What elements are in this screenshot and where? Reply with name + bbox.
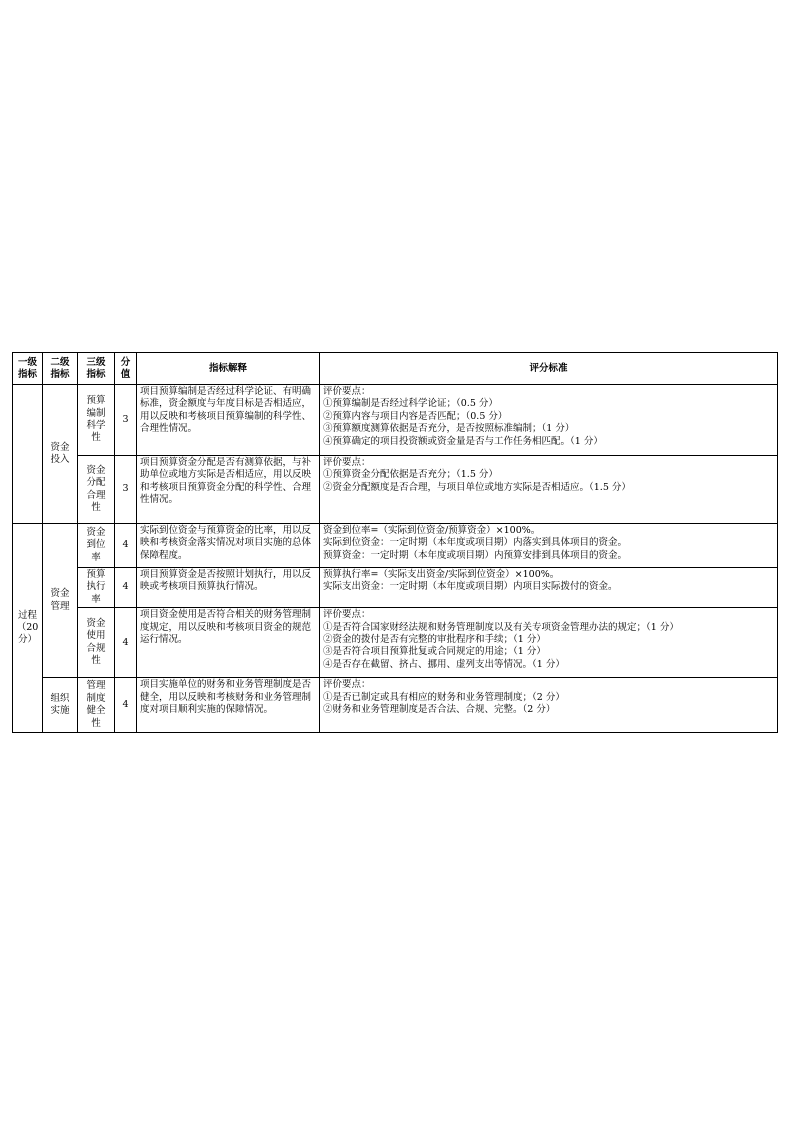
standard-cell: 评价要点： ①是否已制定或具有相应的财务和业务管理制度；（2 分） ②财务和业务管理制度是否合法、合规、完整。（2 分） xyxy=(320,678,778,733)
level1-cell-empty xyxy=(13,385,43,524)
table-row xyxy=(13,568,778,608)
level3-cell: 预算 执行 率 xyxy=(78,568,115,608)
explanation-cell: 项目资金使用是否符合相关的财务管理制度规定，用以反映和考核项目资金的规范运行情况。 xyxy=(137,608,320,678)
explanation-cell: 实际到位资金与预算资金的比率，用以反映和考核资金落实情况对项目实施的总体保障程度。 xyxy=(137,524,320,568)
explanation-cell: 项目实施单位的财务和业务管理制度是否健全，用以反映和考核财务和业务管理制度对项目顺利实施的保障情况。 xyxy=(137,678,320,733)
level3-cell: 管理 制度 健全 性 xyxy=(78,678,115,733)
header-explanation: 指标解释 xyxy=(137,353,320,385)
standard-cell: 预算执行率=（实际支出资金/实际到位资金）×100%。 实际支出资金：一定时期（本年度或项目期）内项目实际拨付的资金。 xyxy=(320,568,778,608)
standard-cell: 评价要点： ①预算编制是否经过科学论证；（0.5 分） ②预算内容与项目内容是否匹配；（0.5 分） ③预算额度测算依据是否充分，是否按照标准编制；（1 分） ④预算确定的项目投资额或资金量是否与工作任务相匹配。（1 分） xyxy=(320,385,778,456)
level3-cell: 资金 分配 合理 性 xyxy=(78,456,115,524)
level1-cell: 过程 （20 分） xyxy=(13,524,43,733)
table-row xyxy=(13,608,778,678)
level2-cell: 组织 实施 xyxy=(43,678,78,733)
level2-cell: 资金 投入 xyxy=(43,385,78,524)
score-cell: 4 xyxy=(115,568,137,608)
header-level2: 二级 指标 xyxy=(43,353,78,385)
score-cell: 4 xyxy=(115,524,137,568)
header-level3: 三级 指标 xyxy=(78,353,115,385)
score-cell: 4 xyxy=(115,678,137,733)
explanation-cell: 项目预算资金是否按照计划执行，用以反映或考核项目预算执行情况。 xyxy=(137,568,320,608)
score-cell: 3 xyxy=(115,385,137,456)
score-cell: 3 xyxy=(115,456,137,524)
header-standard: 评分标准 xyxy=(320,353,778,385)
table-row xyxy=(13,524,778,568)
header-level1: 一级 指标 xyxy=(13,353,43,385)
level3-cell: 预算 编制 科学 性 xyxy=(78,385,115,456)
table-row xyxy=(13,678,778,733)
table-row xyxy=(13,456,778,524)
header-score: 分 值 xyxy=(115,353,137,385)
score-cell: 4 xyxy=(115,608,137,678)
explanation-cell: 项目预算资金分配是否有测算依据，与补助单位或地方实际是否相适应，用以反映和考核项目预算资金分配的科学性、合理性情况。 xyxy=(137,456,320,524)
table-row xyxy=(13,385,778,456)
level3-cell: 资金 使用 合规 性 xyxy=(78,608,115,678)
evaluation-table xyxy=(12,352,778,733)
standard-cell: 资金到位率=（实际到位资金/预算资金）×100%。 实际到位资金：一定时期（本年度或项目期）内落实到具体项目的资金。 预算资金：一定时期（本年度或项目期）内预算安排到具体项目的资金。 xyxy=(320,524,778,568)
header-row xyxy=(13,353,778,385)
level3-cell: 资金 到位 率 xyxy=(78,524,115,568)
standard-cell: 评价要点： ①预算资金分配依据是否充分；（1.5 分） ②资金分配额度是否合理，与项目单位或地方实际是否相适应。（1.5 分） xyxy=(320,456,778,524)
explanation-cell: 项目预算编制是否经过科学论证、有明确标准，资金额度与年度目标是否相适应，用以反映和考核项目预算编制的科学性、合理性情况。 xyxy=(137,385,320,456)
level2-cell: 资金 管理 xyxy=(43,524,78,678)
standard-cell: 评价要点： ①是否符合国家财经法规和财务管理制度以及有关专项资金管理办法的规定；（1 分） ②资金的拨付是否有完整的审批程序和手续；（1 分） ③是否符合项目预算批复或合同规定的用途；（1 分） ④是否存在截留、挤占、挪用、虚列支出等情况。（1 分） xyxy=(320,608,778,678)
